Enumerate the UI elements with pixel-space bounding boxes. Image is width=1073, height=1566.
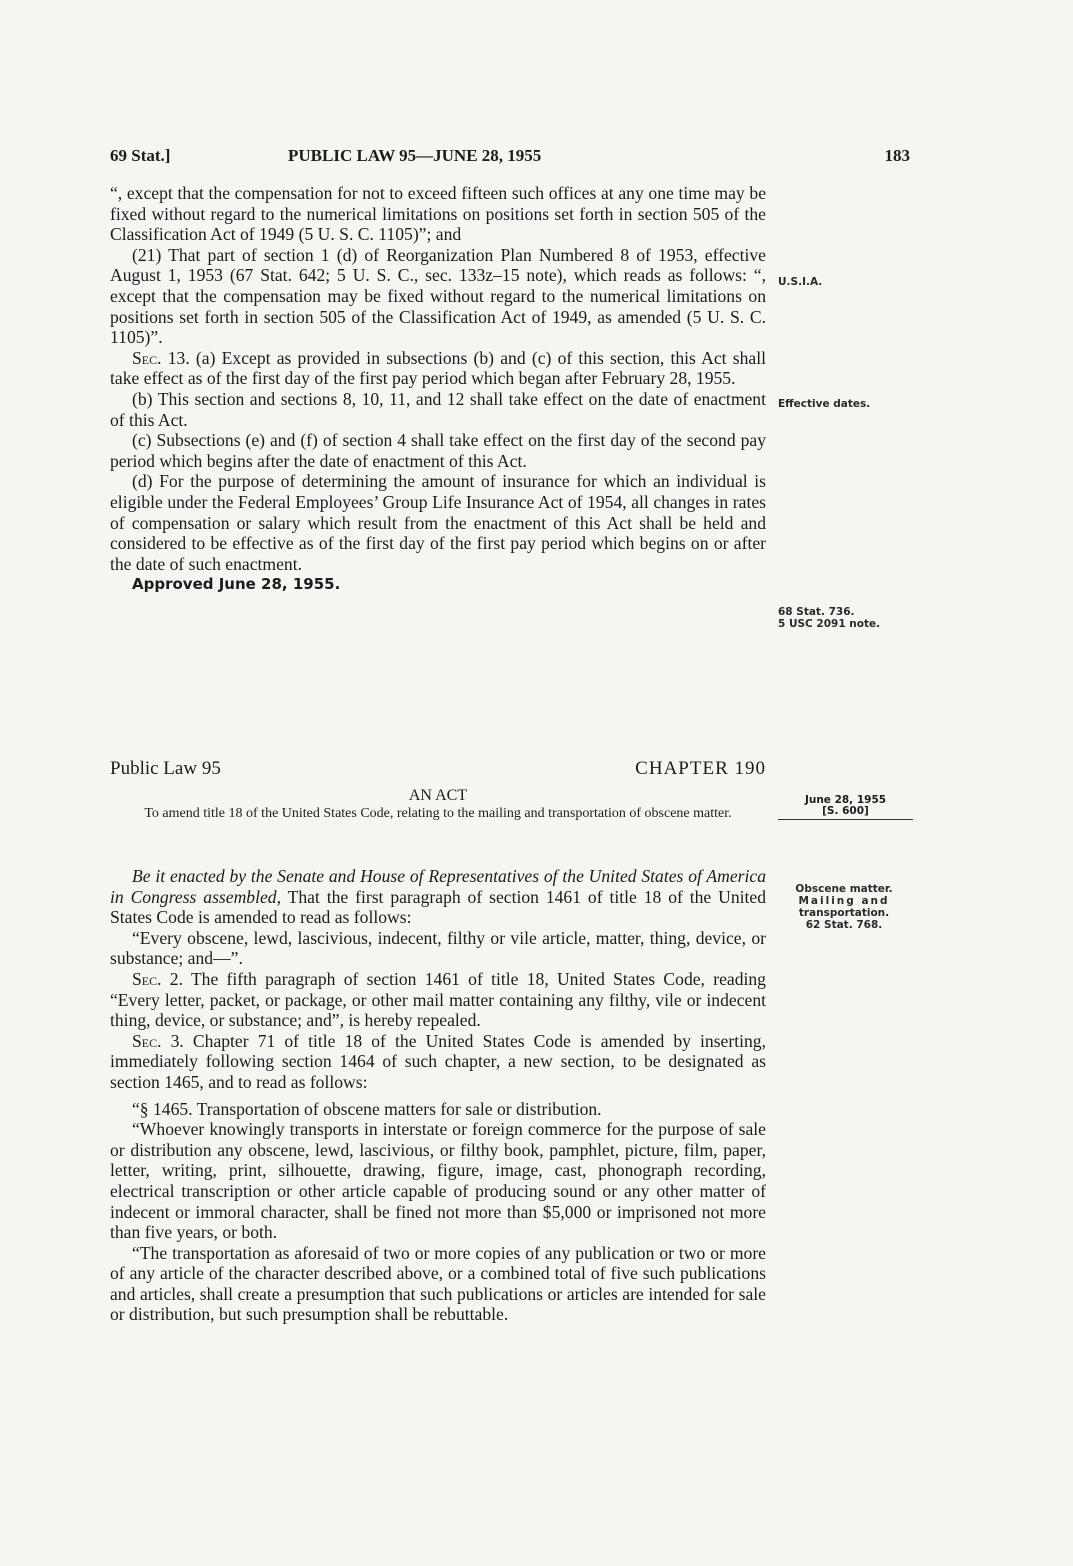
act-description: To amend title 18 of the United States Code, relating to the mailing and transportation of obscene matter.	[144, 806, 732, 821]
running-title: PUBLIC LAW 95—JUNE 28, 1955	[288, 146, 542, 165]
top-text-block	[110, 183, 766, 595]
enacting-formula: Be it enacted by the Senate and House of Representatives of the United States of America in Congress assembled,	[110, 866, 766, 907]
margin-note-citation	[778, 606, 918, 630]
citation-usc: 5 USC 2091 note.	[778, 618, 881, 630]
section-label: Sec. 13.	[132, 347, 190, 368]
enactment-date: June 28, 1955	[804, 794, 887, 806]
chapter-heading	[110, 758, 766, 782]
section-text: (a) Except as provided in subsections (b) and (c) of this section, this Act shall take effect as of the first day of the first pay period which began after February 28, 1955.	[110, 347, 766, 389]
section-1465-paragraph: “The transportation as aforesaid of two or more copies of any publication or two or more of any article of the character described above, or a combined total of five such publications and articles, shall create a presumption that such publications or articles are intended for sale or distribution, but such presumption shall be rebuttable.	[110, 1242, 766, 1325]
section-label: Sec. 3.	[132, 1030, 184, 1051]
section-1465-paragraph: “Whoever knowingly transports in interstate or foreign commerce for the purpose of sale or distribution any obscene, lewd, lascivious, or filthy book, pamphlet, picture, film, paper, letter, writing, print, silhouette, drawing, figure, image, cast, phonograph recording, electrical transcription or other article capable of producing sound or any other matter of indecent or immoral character, shall be fined not more than $5,000 or imprisoned not more than five years, or both.	[110, 1119, 766, 1243]
section-label: Sec. 2.	[132, 968, 183, 989]
section-13-c: (c) Subsections (e) and (f) of section 4 shall take effect on the first day of the second pay period which begins after the date of enactment of this Act.	[110, 430, 766, 471]
bill-number: [S. 600]	[822, 805, 869, 817]
act-text-block	[110, 866, 766, 1325]
enacting-clause	[110, 866, 766, 928]
section-1465-heading: “§ 1465. Transportation of obscene matters for sale or distribution.	[132, 1098, 602, 1119]
margin-note-usia: U.S.I.A.	[778, 276, 823, 288]
chapter-number: CHAPTER 190	[635, 758, 766, 779]
margin-note-obscene-matter	[778, 883, 910, 931]
note-line: 62 Stat. 768.	[805, 919, 883, 931]
paragraph-21: (21) That part of section 1 (d) of Reorganization Plan Numbered 8 of 1953, effective August 1, 1953 (67 Stat. 642; 5 U. S. C., sec. 133z–15 note), which reads as follows: “, except that the compensation may be fixed without regard to the numerical limitations on positions set forth in section 505 of the Classification Act of 1949, as amended (5 U. S. C. 1105)”.	[110, 244, 766, 348]
page-number: 183	[884, 146, 910, 165]
quoted-amendment: “Every obscene, lewd, lascivious, indecent, filthy or vile article, matter, thing, device, or substance; and—”.	[110, 927, 766, 969]
section-13-b: (b) This section and sections 8, 10, 11, and 12 shall take effect on the date of enactment of this Act.	[110, 388, 766, 430]
note-line: transportation.	[798, 907, 890, 919]
enacting-text: That the first paragraph of section 1461 of title 18 of the United States Code is amended to read as follows:	[110, 886, 767, 928]
section-3	[110, 1031, 766, 1093]
margin-note-effective-dates: Effective dates.	[778, 398, 871, 410]
public-law-number: Public Law 95	[110, 758, 221, 779]
page-header	[110, 146, 910, 170]
section-13-d: (d) For the purpose of determining the amount of insurance for which an individual is eligible under the Federal Employees’ Group Life Insurance Act of 1954, all changes in rates of compensation or salary which result from the enactment of this Act shall be held and considered to be effective as of the first day of the first pay period which begins on or after the date of such enactment.	[110, 471, 766, 574]
section-text: The fifth paragraph of section 1461 of title 18, United States Code, reading “Every letter, packet, or package, or other mail matter containing any filthy, vile or indecent thing, device, or substance; and”, is hereby repealed.	[110, 968, 766, 1031]
section-2	[110, 969, 766, 1031]
section-13-a	[110, 348, 766, 389]
approval-line: Approved June 28, 1955.	[132, 575, 341, 594]
act-title: AN ACT	[408, 787, 468, 804]
note-line: Obscene matter.	[795, 883, 893, 895]
section-text: Chapter 71 of title 18 of the United States Code is amended by inserting, immediately following section 1464 of such chapter, a new section, to be designated as section 1465, and to read as follows:	[110, 1030, 766, 1092]
note-line: Mailing and	[798, 895, 890, 907]
citation-stat: 68 Stat. 736.	[778, 606, 855, 618]
statute-reference: 69 Stat.]	[110, 146, 171, 165]
paragraph-continuation: “, except that the compensation for not to exceed fifteen such offices at any one time may be fixed without regard to the numerical limitations on positions set forth in section 505 of the Classification Act of 1949 (5 U. S. C. 1105)”; and	[110, 183, 766, 245]
margin-note-enactment-date	[778, 795, 913, 820]
